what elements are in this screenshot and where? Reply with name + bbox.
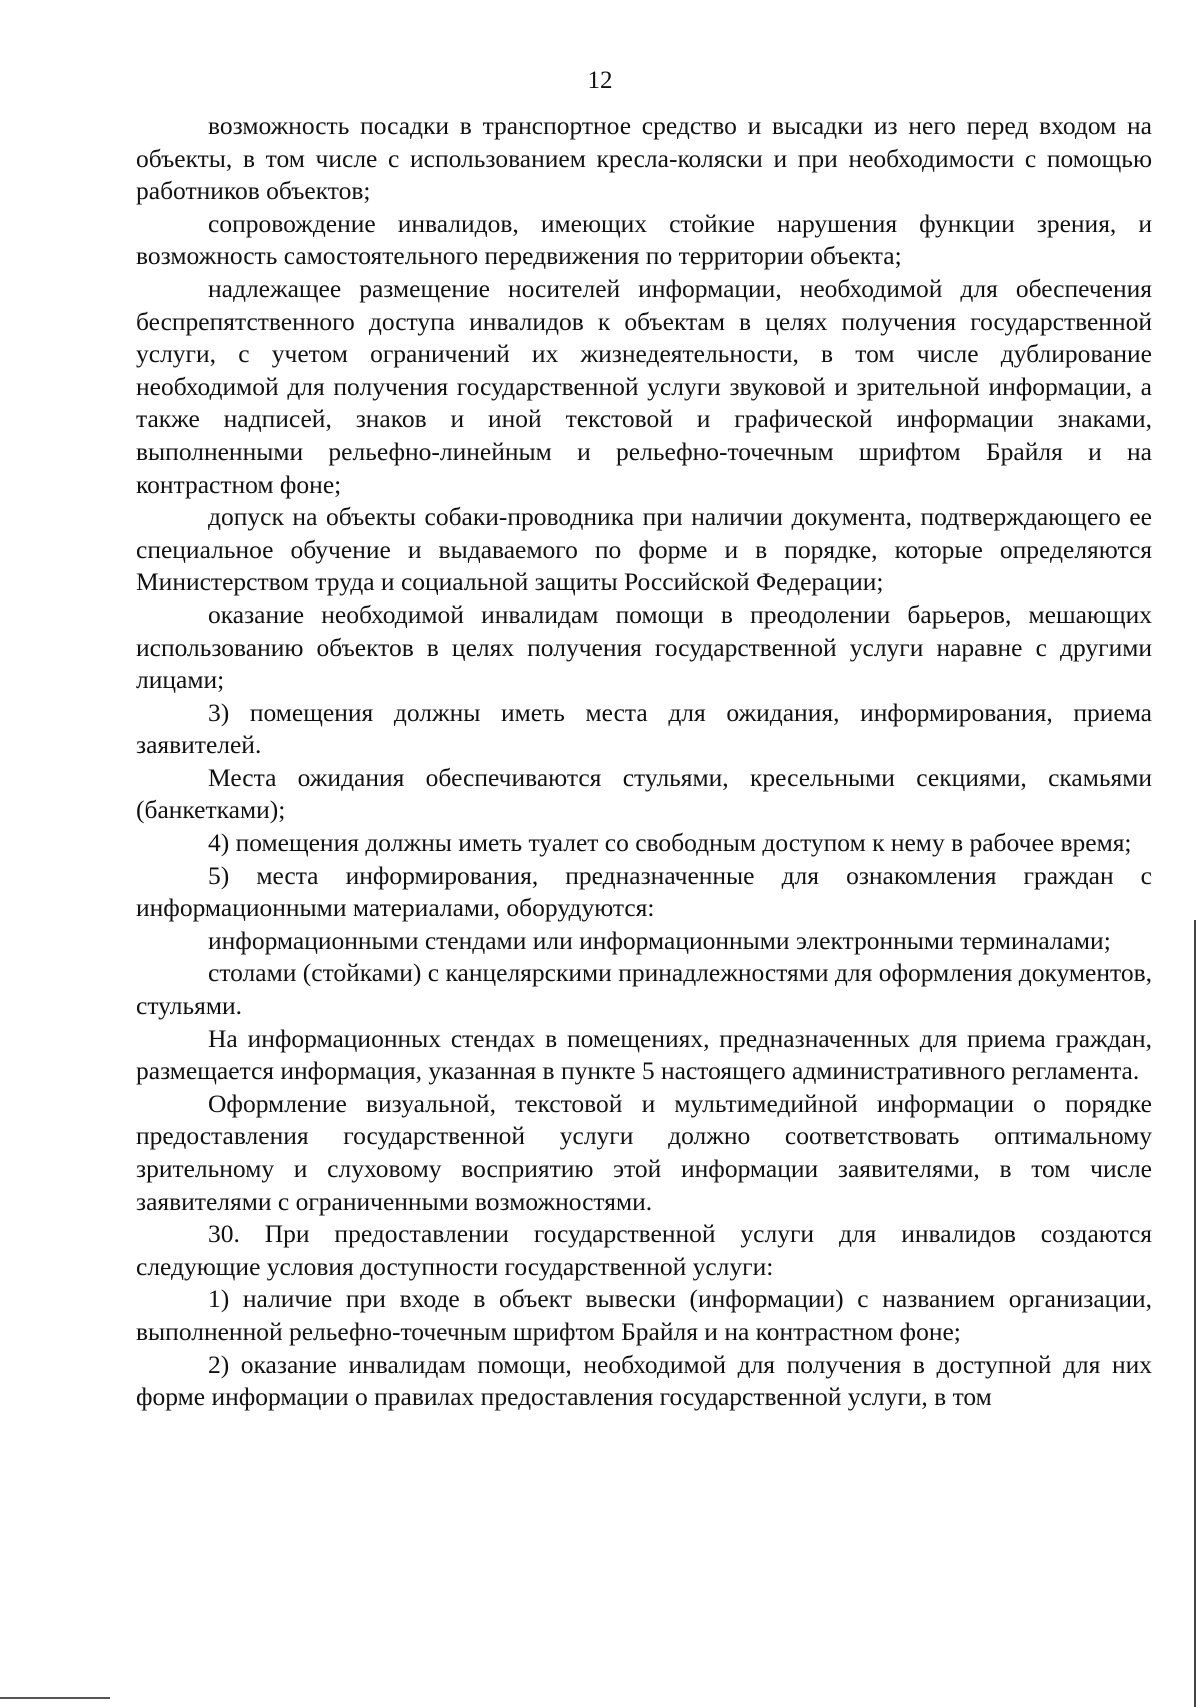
paragraph: 2) оказание инвалидам помощи, необходимой для получения в доступной для них форме информации о правилах предоставления государственной услуги, в том [136, 1349, 1152, 1412]
body-text [136, 110, 1152, 1414]
paragraph: надлежащее размещение носителей информации, необходимой для обеспечения беспрепятственного доступа инвалидов к объектам в целях получения государственной услуги, с учетом ограничений их жизнедеятельности, в том числе дублирование необходимой для получения государственной услуги звуковой и зрительной информации, а также надписей, знаков и иной текстовой и графической информации знаками, выполненными рельефно-линейным и рельефно-точечным шрифтом Брайля и на контрастном фоне; [136, 273, 1152, 499]
paragraph: 3) помещения должны иметь места для ожидания, информирования, приема заявителей. [136, 697, 1152, 760]
paragraph: возможность посадки в транспортное средство и высадки из него перед входом на объекты, в том числе с использованием кресла-коляски и при необходимости с помощью работников объектов; [136, 111, 1152, 206]
paragraph: столами (стойками) с канцелярскими принадлежностями для оформления документов, стульями. [136, 958, 1152, 1021]
paragraph: сопровождение инвалидов, имеющих стойкие нарушения функции зрения, и возможность самостоятельного передвижения по территории объекта; [136, 208, 1152, 271]
scan-edge-line [0, 1697, 110, 1699]
page-number: 12 [587, 67, 613, 94]
paragraph: информационными стендами или информационными электронными терминалами; [208, 925, 1111, 955]
paragraph: Оформление визуальной, текстовой и мультимедийной информации о порядке предоставления государственной услуги должно соответствовать оптимальному зрительному и слуховому восприятию этой информации заявителями, в том числе заявителями с ограниченными возможностями. [136, 1088, 1152, 1216]
paragraph: 5) места информирования, предназначенные для ознакомления граждан с информационными материалами, оборудуются: [136, 860, 1152, 923]
paragraph: оказание необходимой инвалидам помощи в преодолении барьеров, мешающих использованию объектов в целях получения государственной услуги наравне с другими лицами; [136, 599, 1152, 695]
paragraph: 1) наличие при входе в объект вывески (информации) с названием организации, выполненной рельефно-точечным шрифтом Брайля и на контрастном фоне; [136, 1284, 1152, 1346]
paragraph: 30. При предоставлении государственной услуги для инвалидов создаются следующие условия доступности государственной услуги: [136, 1219, 1152, 1281]
scan-edge-line [1194, 920, 1196, 1707]
paragraph: допуск на объекты собаки-проводника при наличии документа, подтверждающего ее специальное обучение и выдаваемого по форме и в порядке, которые определяются Министерством труда и социальной защиты Российской Федерации; [136, 502, 1152, 597]
paragraph: Места ожидания обеспечиваются стульями, кресельными секциями, скамьями (банкетками); [136, 762, 1152, 825]
paragraph: На информационных стендах в помещениях, предназначенных для приема граждан, размещается информация, указанная в пункте 5 настоящего административного регламента. [136, 1023, 1152, 1086]
paragraph: 4) помещения должны иметь туалет со свободным доступом к нему в рабочее время; [208, 828, 1132, 858]
